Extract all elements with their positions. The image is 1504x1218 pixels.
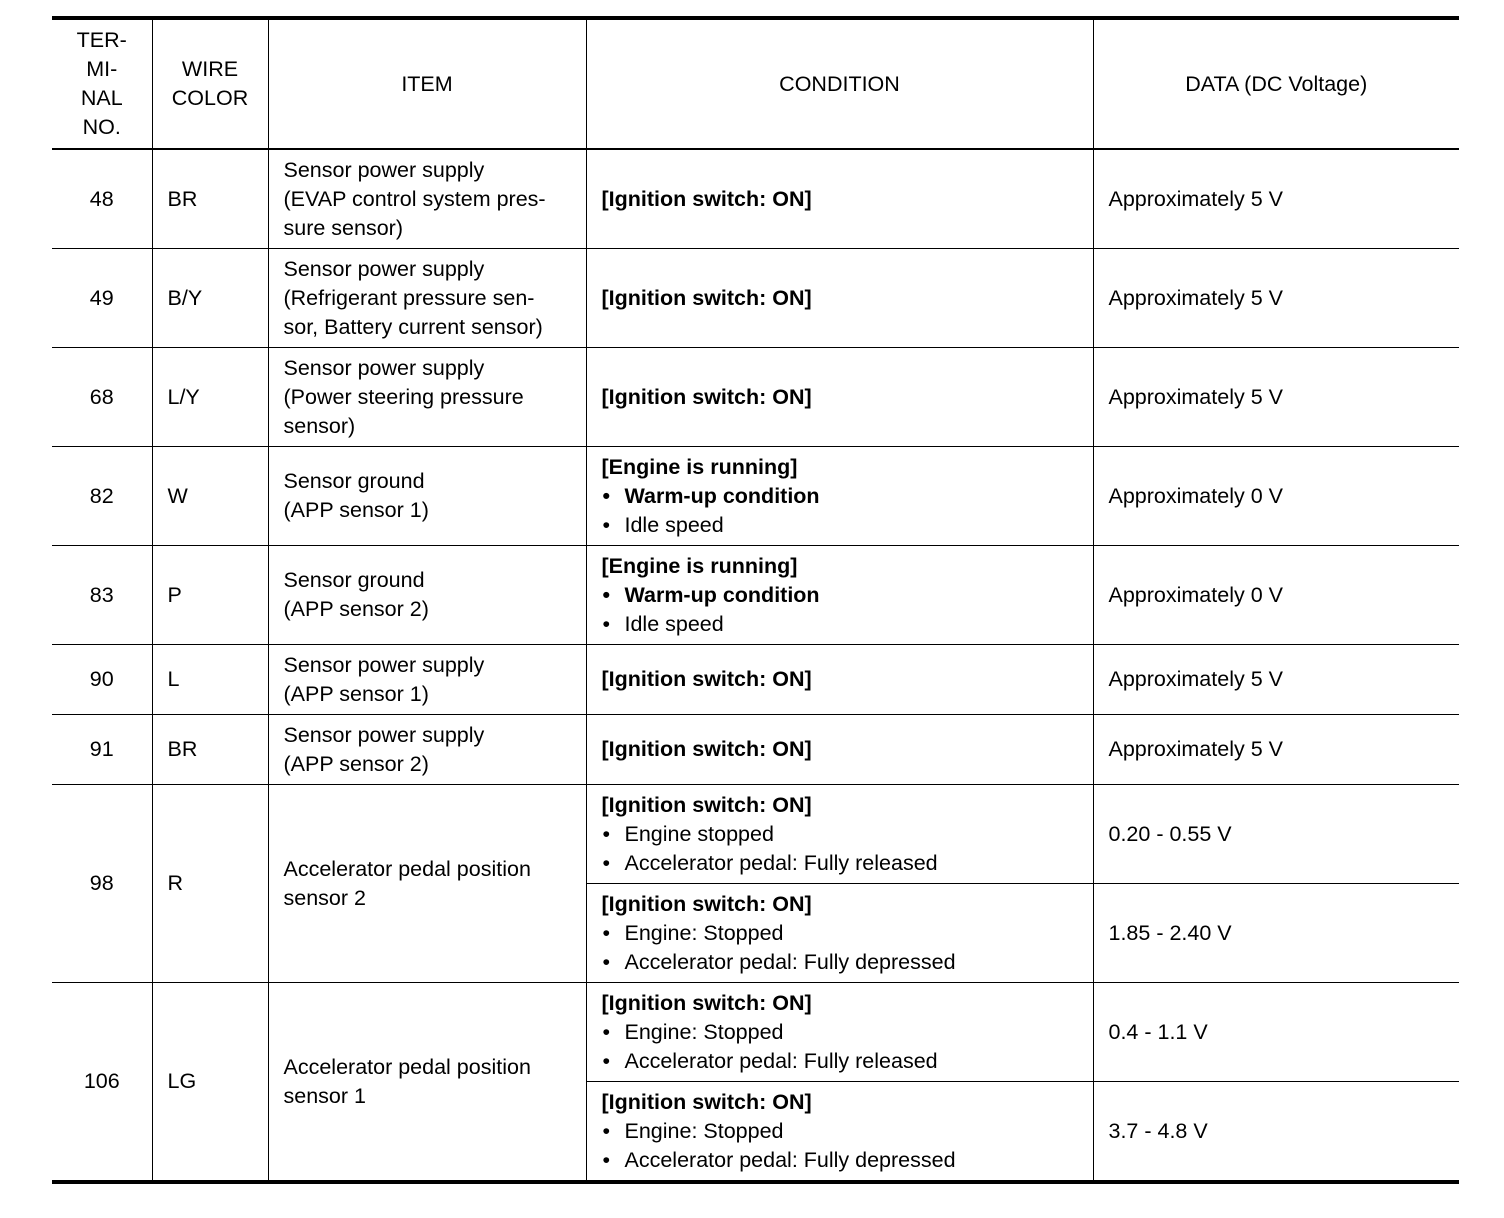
condition-cell [586, 983, 1093, 1082]
wire-color: L/Y [152, 348, 268, 447]
terminal-no: 90 [52, 645, 152, 715]
condition-cell [586, 149, 1093, 249]
table-row [52, 546, 1459, 645]
data-value: Approximately 0 V [1093, 546, 1459, 645]
condition-cell [586, 447, 1093, 546]
wire-color: R [152, 785, 268, 983]
item-line: (Refrigerant pressure sen- [283, 285, 535, 310]
data-value: Approximately 0 V [1093, 447, 1459, 546]
header-terminal-line: NO. [82, 115, 121, 139]
item-cell [268, 715, 586, 785]
header-data: DATA (DC Voltage) [1093, 18, 1459, 149]
wire-color: BR [152, 149, 268, 249]
item-cell [268, 447, 586, 546]
condition-cell [586, 348, 1093, 447]
condition-head: [Ignition switch: ON] [601, 186, 812, 211]
condition-cell [586, 546, 1093, 645]
condition-head: [Ignition switch: ON] [601, 1089, 812, 1114]
condition-head: [Ignition switch: ON] [601, 990, 812, 1015]
data-value: 0.4 - 1.1 V [1093, 983, 1459, 1082]
header-wire-line: COLOR [171, 86, 249, 110]
condition-cell [586, 249, 1093, 348]
condition-cell [586, 1082, 1093, 1183]
terminal-no: 49 [52, 249, 152, 348]
wire-color: W [152, 447, 268, 546]
item-line: sensor 2 [283, 885, 366, 910]
header-condition: CONDITION [586, 18, 1093, 149]
wire-color: LG [152, 983, 268, 1183]
table-row [52, 447, 1459, 546]
table-row [52, 249, 1459, 348]
condition-head: [Ignition switch: ON] [601, 792, 812, 817]
data-value: 3.7 - 4.8 V [1093, 1082, 1459, 1183]
item-line: Sensor power supply [283, 652, 485, 677]
wire-color: B/Y [152, 249, 268, 348]
data-value: 0.20 - 0.55 V [1093, 785, 1459, 884]
condition-bullet: • Accelerator pedal: Fully depressed [602, 948, 1078, 977]
condition-bullet: • Accelerator pedal: Fully released [602, 849, 1078, 878]
item-line: Sensor power supply [283, 157, 485, 182]
terminal-no: 68 [52, 348, 152, 447]
table-row [52, 785, 1459, 884]
condition-cell [586, 715, 1093, 785]
item-line: (APP sensor 2) [283, 751, 429, 776]
condition-bullets [602, 919, 1078, 977]
condition-head: [Ignition switch: ON] [601, 737, 812, 761]
header-wire-line: WIRE [181, 57, 239, 81]
item-line: Sensor ground [283, 469, 425, 493]
table-row [52, 149, 1459, 249]
item-line: Sensor ground [283, 568, 425, 592]
header-terminal-line: MI- [86, 57, 118, 81]
terminal-no: 98 [52, 785, 152, 983]
header-terminal-line: NAL [80, 86, 123, 110]
header-row [52, 18, 1459, 149]
item-line: sensor) [283, 413, 356, 438]
item-cell [268, 249, 586, 348]
item-line: sor, Battery current sensor) [283, 314, 543, 339]
table-row [52, 348, 1459, 447]
item-line: Sensor power supply [283, 355, 485, 380]
item-cell [268, 348, 586, 447]
condition-bullets [602, 1018, 1078, 1076]
data-value: Approximately 5 V [1093, 645, 1459, 715]
condition-bullets [602, 581, 1078, 639]
condition-head: [Engine is running] [601, 553, 798, 578]
item-line: (APP sensor 1) [283, 681, 429, 706]
item-cell [268, 645, 586, 715]
item-line: Accelerator pedal position [283, 856, 531, 881]
condition-head: [Ignition switch: ON] [601, 891, 812, 916]
wire-color: P [152, 546, 268, 645]
data-value: Approximately 5 V [1093, 348, 1459, 447]
table-row [52, 983, 1459, 1082]
item-line: (APP sensor 1) [283, 498, 429, 522]
item-cell [268, 785, 586, 983]
item-cell [268, 983, 586, 1183]
item-line: (EVAP control system pres- [283, 186, 546, 211]
item-line: Sensor power supply [283, 256, 485, 281]
header-item: ITEM [268, 18, 586, 149]
data-value: Approximately 5 V [1093, 249, 1459, 348]
condition-bullet: • Engine: Stopped [602, 919, 1078, 948]
item-line: (APP sensor 2) [283, 597, 429, 621]
terminal-no: 106 [52, 983, 152, 1183]
condition-cell [586, 884, 1093, 983]
condition-bullet: • Engine stopped [602, 820, 1078, 849]
table-row [52, 645, 1459, 715]
condition-bullet: • Idle speed [602, 511, 1078, 540]
condition-bullet: • Warm-up condition [602, 482, 1078, 511]
item-line: sensor 1 [283, 1083, 366, 1108]
condition-bullets [602, 1117, 1078, 1175]
terminal-no: 48 [52, 149, 152, 249]
condition-cell [586, 785, 1093, 884]
header-wire-color [152, 18, 268, 149]
terminal-no: 82 [52, 447, 152, 546]
terminal-no: 91 [52, 715, 152, 785]
item-line: Sensor power supply [283, 722, 485, 747]
condition-bullet: • Engine: Stopped [602, 1117, 1078, 1146]
item-cell [268, 546, 586, 645]
condition-bullet: • Engine: Stopped [602, 1018, 1078, 1047]
item-line: (Power steering pressure [283, 384, 524, 409]
table-row [52, 715, 1459, 785]
condition-bullet: • Warm-up condition [602, 581, 1078, 610]
wire-color: L [152, 645, 268, 715]
item-line: Accelerator pedal position [283, 1054, 531, 1079]
item-line: sure sensor) [283, 215, 403, 240]
condition-bullets [602, 820, 1078, 878]
terminal-spec-table [52, 16, 1459, 1184]
wire-color: BR [152, 715, 268, 785]
condition-head: [Engine is running] [601, 454, 798, 479]
header-terminal-no [52, 18, 152, 149]
data-value: Approximately 5 V [1093, 715, 1459, 785]
condition-bullet: • Accelerator pedal: Fully depressed [602, 1146, 1078, 1175]
condition-bullet: • Idle speed [602, 610, 1078, 639]
item-cell [268, 149, 586, 249]
condition-bullet: • Accelerator pedal: Fully released [602, 1047, 1078, 1076]
condition-head: [Ignition switch: ON] [601, 667, 812, 691]
condition-head: [Ignition switch: ON] [601, 384, 812, 409]
data-value: 1.85 - 2.40 V [1093, 884, 1459, 983]
header-terminal-line: TER- [76, 28, 127, 52]
terminal-no: 83 [52, 546, 152, 645]
data-value: Approximately 5 V [1093, 149, 1459, 249]
condition-bullets [602, 482, 1078, 540]
condition-head: [Ignition switch: ON] [601, 285, 812, 310]
condition-cell [586, 645, 1093, 715]
